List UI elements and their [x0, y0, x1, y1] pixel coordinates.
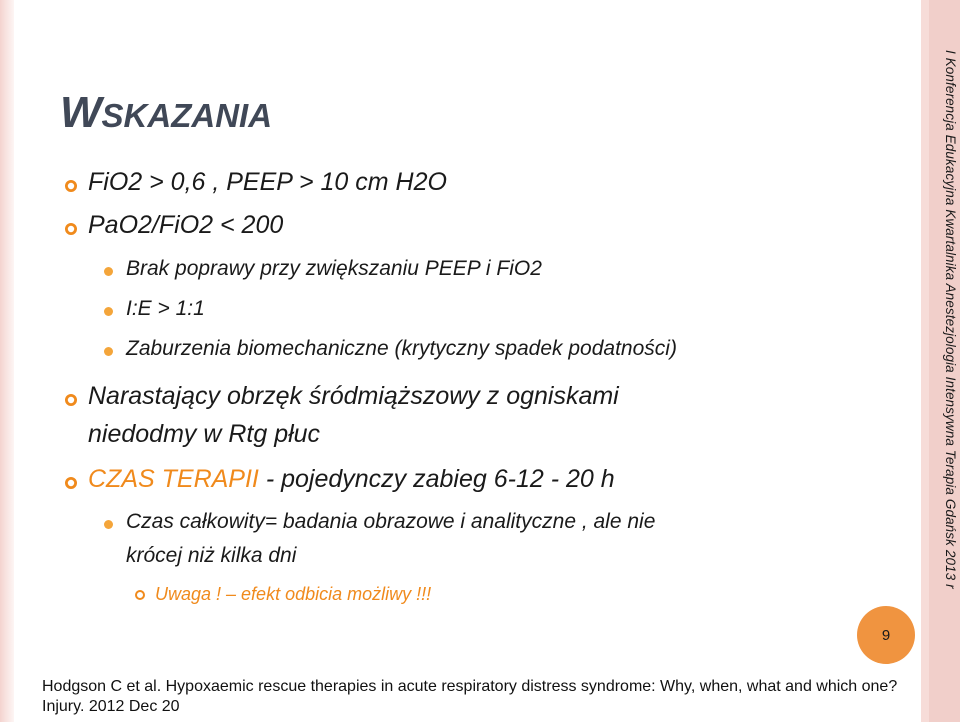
item-uwaga: Uwaga ! – efekt odbicia możliwy !!!	[155, 584, 432, 604]
left-edge-decoration	[0, 0, 14, 722]
item-czas-terapii	[88, 465, 615, 494]
item-obrzek-line2: niedodmy w Rtg płuc	[88, 420, 321, 448]
item-brak-poprawy: Brak poprawy przy zwiększaniu PEEP i FiO2	[126, 257, 542, 280]
item-calkowity-line2: krócej niż kilka dni	[126, 544, 297, 567]
ring-bullet-icon	[64, 476, 78, 490]
ring-bullet-icon	[64, 393, 78, 407]
dot-bullet-icon	[104, 307, 113, 316]
dot-bullet-icon	[104, 520, 113, 529]
czas-terapii-value: - pojedynczy zabieg 6-12 - 20 h	[258, 465, 615, 493]
item-zaburzenia: Zaburzenia biomechaniczne (krytyczny spadek podatności)	[126, 337, 677, 360]
dot-bullet-icon	[104, 267, 113, 276]
ring-bullet-icon	[134, 589, 146, 601]
footer-citation: Hodgson C et al. Hypoxaemic rescue therapies in acute respiratory distress syndrome: Why, when, what and which one? Injury. 2012 Dec 20	[42, 678, 898, 715]
conference-side-text: I Konferencja Edukacyjna Kwartalnika Anestezjologia Intensywna Terapia Gdańsk 2013 r	[943, 50, 958, 589]
czas-terapii-label: CZAS TERAPII	[88, 465, 259, 493]
page-number-badge: 9	[857, 606, 915, 664]
item-fio2: FiO2 > 0,6 , PEEP > 10 cm H2O	[88, 168, 447, 196]
title-rest: SKAZANIA	[101, 97, 273, 134]
item-calkowity-line1: Czas całkowity= badania obrazowe i analityczne , ale nie	[126, 510, 656, 533]
ring-bullet-icon	[64, 222, 78, 236]
ring-bullet-icon	[64, 179, 78, 193]
item-obrzek-line1: Narastający obrzęk śródmiąższowy z ogniskami	[88, 382, 619, 410]
slide-title	[60, 88, 272, 138]
item-ie-ratio: I:E > 1:1	[126, 297, 205, 320]
dot-bullet-icon	[104, 347, 113, 356]
title-first-letter: W	[60, 88, 102, 137]
item-pao2: PaO2/FiO2 < 200	[88, 211, 284, 239]
